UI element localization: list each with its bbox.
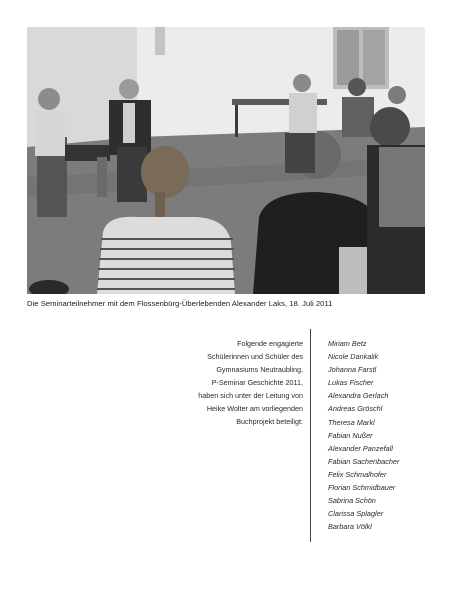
- seminar-photo: [27, 27, 425, 294]
- participant-name: Clarissa Splagler: [328, 509, 384, 519]
- participant-name: Johanna Farstl: [328, 365, 377, 375]
- column-divider: [310, 329, 311, 542]
- participant-list: [328, 337, 399, 533]
- intro-line: Buchprojekt beteiligt:: [236, 417, 303, 426]
- intro-line: P-Seminar Geschichte 2011,: [211, 378, 303, 387]
- seminar-photo-illustration: [27, 27, 425, 294]
- participant-name: Alexandra Gerlach: [328, 391, 389, 401]
- intro-line: Gymnasiums Neutraubling,: [216, 365, 303, 374]
- intro-line: Schülerinnen und Schüler des: [207, 352, 303, 361]
- intro-text: [160, 337, 303, 428]
- participant-name: Fabian Nußer: [328, 430, 373, 440]
- participant-name: Miriam Betz: [328, 339, 367, 348]
- participant-name: Andreas Gröschl: [328, 404, 383, 414]
- participant-name: Barbara Völkl: [328, 522, 372, 532]
- participant-name: Theresa Markl: [328, 417, 375, 427]
- intro-line: Heike Wolter am vorliegenden: [206, 404, 303, 413]
- intro-line: haben sich unter der Leitung von: [198, 391, 303, 400]
- participant-name: Nicole Dankalik: [328, 352, 379, 362]
- photo-caption: Die Seminarteilnehmer mit dem Flossenbürg-Überlebenden Alexander Laks, 18. Juli 2011: [27, 299, 333, 308]
- participant-name: Fabian Sachenbacher: [328, 456, 400, 466]
- participant-name: Sabrina Schön: [328, 496, 376, 506]
- participant-name: Felix Schmalhofer: [328, 469, 387, 479]
- participant-name: Lukas Fischer: [328, 378, 374, 388]
- intro-line: Folgende engagierte: [237, 339, 303, 348]
- participant-name: Alexander Panzefall: [328, 443, 393, 453]
- participant-name: Florian Schmidbauer: [328, 483, 396, 493]
